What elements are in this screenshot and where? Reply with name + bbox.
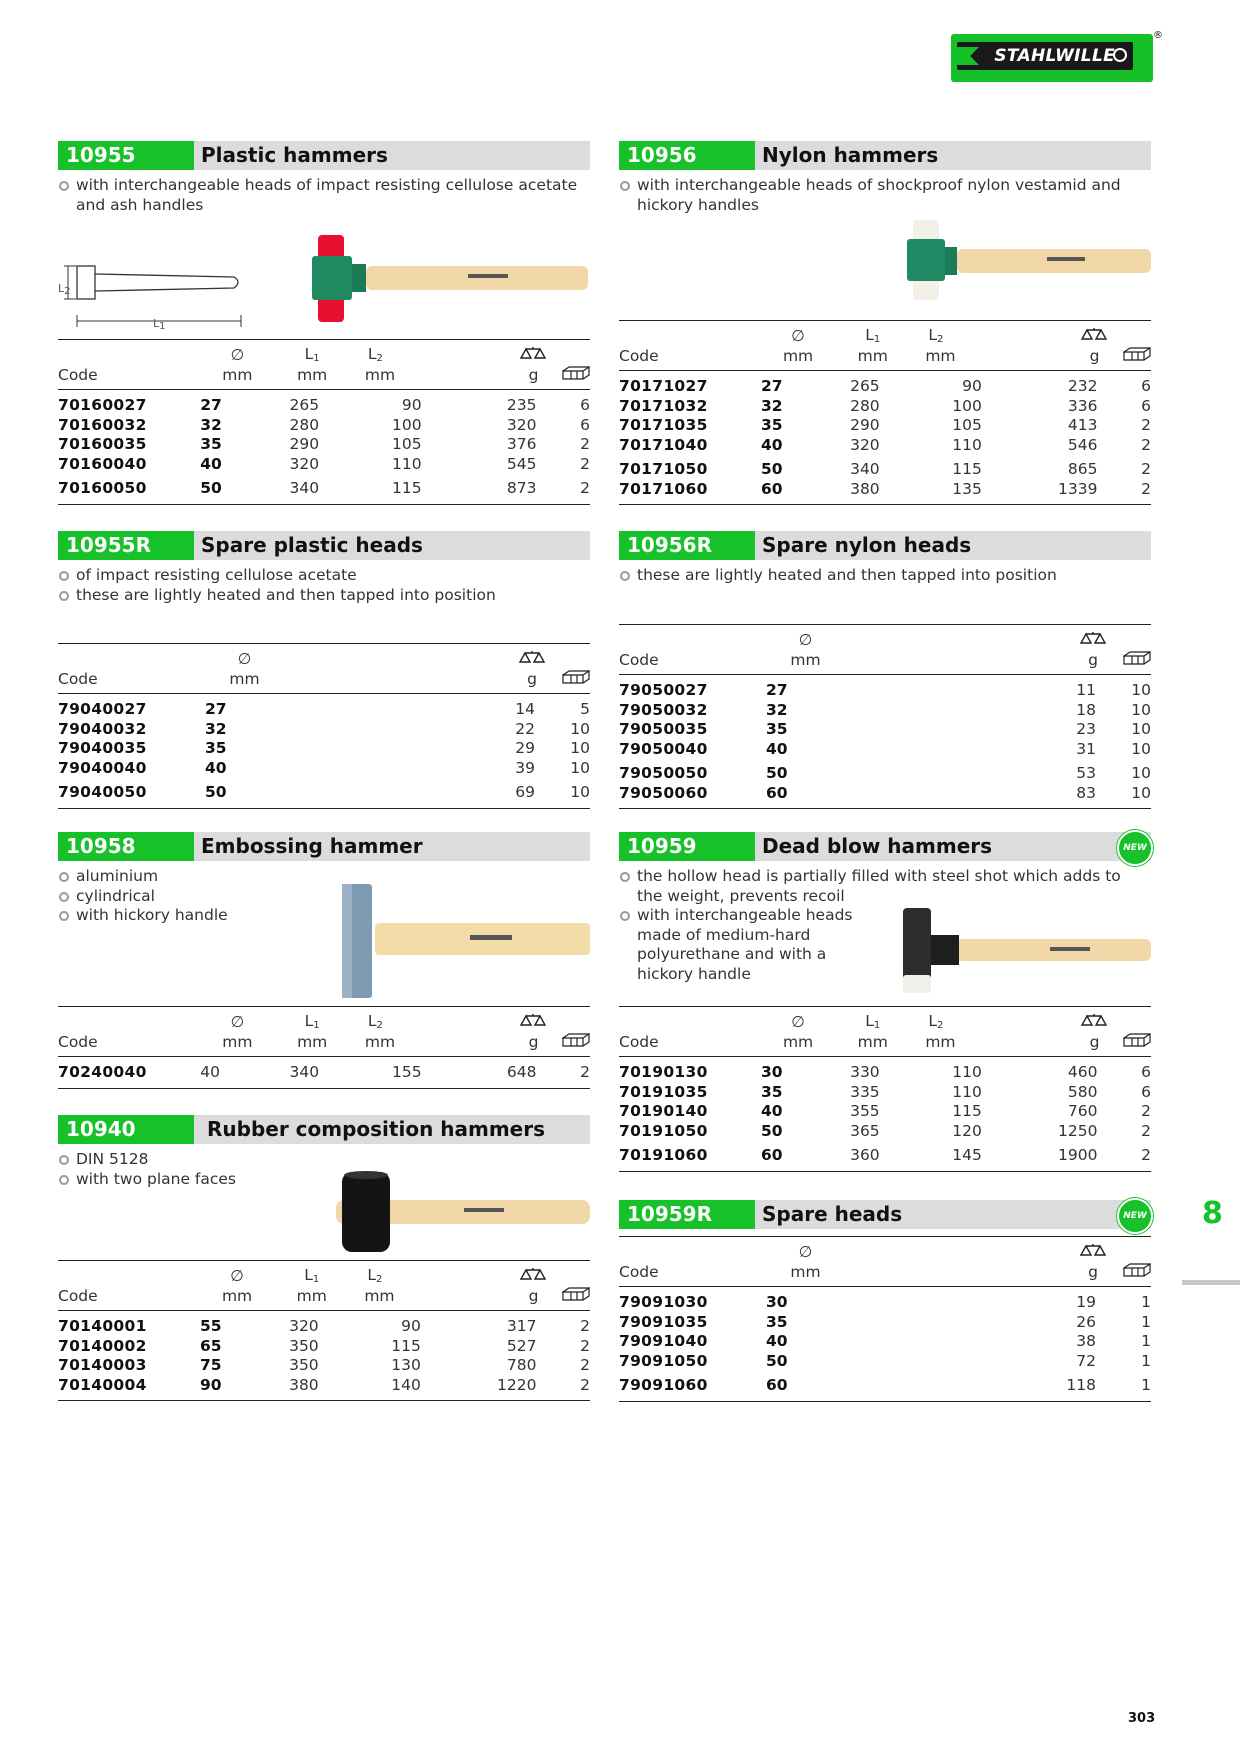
section-10959 [619,832,1151,984]
registered-mark: ® [1153,30,1163,41]
table-header-row [58,1285,590,1311]
section-title: Embossing hammer [201,834,423,858]
section-code: 10958 [58,832,194,861]
table-row: 70171060 60 380 135 1339 2 [619,479,1151,498]
table-row: 79050050 50 53 10 [619,764,1151,782]
table-header-row [58,644,590,669]
table-row: 70140001 55 320 90 317 2 [58,1317,590,1335]
package-icon [1107,1031,1151,1057]
table-row: 70160050 50 340 115 873 2 [58,479,590,497]
spec-table-10956 [619,320,1151,505]
section-header [619,531,1151,560]
section-title: Spare nylon heads [762,533,972,557]
section-header [619,141,1151,170]
bullet-icon [59,872,69,882]
section-header [58,531,590,560]
table-row: 70191060 60 360 145 1900 2 [619,1146,1151,1164]
spec-table-10956R [619,624,1151,809]
logo-bar [957,42,1133,70]
table-row: 79091060 60 118 1 [619,1376,1151,1394]
table-row: 70191035 35 335 110 580 6 [619,1082,1151,1101]
code-header: Code [58,668,202,694]
section-10956 [619,141,1151,215]
scale-icon [474,1007,547,1032]
section-10959R [619,1200,1151,1229]
feature-item: these are lightly heated and then tapped into position [619,566,1151,586]
section-title: Dead blow hammers [762,834,993,858]
l2-header: $L_2$ [928,326,944,345]
nylon-hammer-image [897,219,1153,301]
table-header-row [619,625,1151,650]
bullet-icon [59,911,69,921]
section-10958 [58,832,590,926]
section-header [619,832,1151,861]
new-badge: NEW [1117,1198,1153,1234]
table-row: 70140002 65 350 115 527 2 [58,1336,590,1355]
table-header-row [619,345,1151,371]
table-row: 70140004 90 380 140 1220 2 [58,1375,590,1394]
l1-header: $L_1$ [865,326,881,345]
section-code: 10940 [58,1115,194,1144]
code-header: Code [58,1031,197,1057]
mm-header: mm [277,364,346,390]
table-row: 79040032 32 22 10 [58,719,590,738]
bullet-icon [59,181,69,191]
table-header-row [58,668,590,694]
table-row: 79091040 40 38 1 [619,1332,1151,1350]
feature-item: cylindrical [58,887,590,907]
feature-list [58,176,590,215]
table-row: 70171050 50 340 115 865 2 [619,460,1151,478]
scale-icon [1034,321,1108,346]
dim-label-l1: L1 [153,317,166,332]
code-header: Code [58,1285,197,1311]
mm-header: mm [907,1031,1034,1057]
feature-item: DIN 5128 [58,1150,590,1170]
diameter-icon: ∅ [798,631,813,649]
g-header: g [1030,1261,1106,1287]
chapter-tab-bar [1182,1280,1240,1285]
table-row: 70160040 40 320 110 545 2 [58,454,590,473]
stahlwille-logo [951,30,1163,82]
section-code: 10955R [58,531,194,560]
bullet-icon [59,892,69,902]
table-row: 70240040 40 340 155 648 2 [58,1063,590,1081]
diameter-icon: ∅ [798,1243,813,1261]
package-icon [546,1285,590,1311]
scale-icon [473,1261,547,1286]
scale-icon [1030,625,1106,650]
table-row: 79040027 27 14 5 [58,700,590,718]
feature-list [619,176,1151,215]
table-row: 70171027 27 265 90 232 6 [619,377,1151,395]
section-code: 10956R [619,531,755,560]
section-title: Spare plastic heads [201,533,423,557]
feature-item: the hollow head is partially filled with steel shot which adds to the weight, prevents recoil [619,867,1151,906]
table-header-row [619,649,1151,675]
table-row: 70171032 32 280 100 336 6 [619,396,1151,415]
feature-item: with interchangeable heads made of medium-hard polyurethane and with a hickory handle [619,906,887,984]
table-row: 70171035 35 290 105 413 2 [619,416,1151,434]
spec-table-10959 [619,1006,1151,1172]
mm-header: mm [907,345,1034,371]
gear-icon [1113,48,1127,62]
code-header: Code [619,345,758,371]
table-row: 70191050 50 365 120 1250 2 [619,1121,1151,1140]
embossing-hammer-image [340,883,592,999]
diameter-icon: ∅ [230,1267,244,1285]
bullet-icon [620,571,630,581]
g-header: g [473,1285,547,1311]
table-row: 79040035 35 29 10 [58,739,590,757]
plastic-hammer-image [298,234,590,324]
bullet-icon [620,872,630,882]
mm-header: mm [347,364,474,390]
code-header: Code [58,364,197,390]
mm-header: mm [197,1285,277,1311]
section-code: 10959R [619,1200,755,1229]
package-icon [545,668,590,694]
chapter-number: 8 [1202,1196,1223,1231]
section-header [58,1115,590,1144]
table-header-row [619,321,1151,346]
table-row: 70171040 40 320 110 546 2 [619,435,1151,454]
code-header: Code [619,649,763,675]
package-icon [1106,1261,1151,1287]
table-row: 79050032 32 18 10 [619,700,1151,719]
scale-icon [1034,1007,1108,1032]
package-icon [1107,345,1151,371]
table-row: 79050035 35 23 10 [619,720,1151,738]
section-title: Spare heads [762,1202,903,1226]
bullet-icon [59,591,69,601]
l1-header: $L_1$ [304,345,320,364]
table-row: 79050060 60 83 10 [619,783,1151,802]
rubber-hammer-image [334,1171,592,1253]
section-10955R [58,531,590,605]
bullet-icon [59,1175,69,1185]
code-header: Code [619,1261,763,1287]
table-header-row [619,1261,1151,1287]
mm-header: mm [758,1031,838,1057]
l2-header: $L_2$ [367,345,383,364]
diameter-icon: ∅ [230,1013,245,1031]
section-10956R [619,531,1151,586]
scale-icon [474,340,547,365]
table-row: 70190140 40 355 115 760 2 [619,1102,1151,1120]
mm-header: mm [346,1285,473,1311]
bullet-icon [620,911,630,921]
mm-header: mm [202,668,287,694]
package-icon [546,364,590,390]
l1-header: $L_1$ [304,1266,320,1285]
brand-name: STAHLWILLE [994,46,1115,66]
spec-table-10940 [58,1260,590,1401]
mm-header: mm [758,345,838,371]
scale-icon [469,644,545,669]
table-row: 79091035 35 26 1 [619,1312,1151,1331]
table-row: 70160027 27 265 90 235 6 [58,396,590,414]
table-row: 79050040 40 31 10 [619,739,1151,758]
mm-header: mm [347,1031,474,1057]
table-header-row [619,1007,1151,1032]
l1-header: $L_1$ [304,1012,320,1031]
l2-header: $L_2$ [367,1012,383,1031]
table-header-row [58,340,590,365]
feature-item: with hickory handle [58,906,590,926]
section-title: Plastic hammers [201,143,388,167]
table-row: 70160035 35 290 105 376 2 [58,435,590,453]
section-header [58,832,590,861]
section-10955 [58,141,590,332]
spec-table-10955 [58,339,590,505]
page-number: 303 [1128,1711,1156,1726]
g-header: g [1034,345,1108,371]
feature-item: with interchangeable heads of impact resisting cellulose acetate and ash handles [58,176,590,215]
spec-table-10959R [619,1236,1151,1402]
g-header: g [474,1031,547,1057]
section-code: 10956 [619,141,755,170]
section-title: Rubber composition hammers [207,1117,546,1141]
table-header-row [58,1031,590,1057]
table-row: 70140003 75 350 130 780 2 [58,1356,590,1374]
feature-item: with interchangeable heads of shockproof nylon vestamid and hickory handles [619,176,1151,215]
mm-header: mm [277,1285,346,1311]
section-code: 10955 [58,141,194,170]
mm-header: mm [838,1031,907,1057]
feature-item: these are lightly heated and then tapped into position [58,586,590,606]
mm-header: mm [838,345,907,371]
mm-header: mm [763,1261,848,1287]
feature-list [58,566,590,605]
l2-header: $L_2$ [367,1266,383,1285]
g-header: g [1034,1031,1108,1057]
section-10940 [58,1115,590,1189]
feature-item: of impact resisting cellulose acetate [58,566,590,586]
g-header: g [474,364,547,390]
mm-header: mm [197,364,277,390]
table-row: 79050027 27 11 10 [619,681,1151,699]
section-title: Nylon hammers [762,143,939,167]
new-badge: NEW [1117,830,1153,866]
section-header [619,1200,1151,1229]
section-code: 10959 [619,832,755,861]
table-row: 70190130 30 330 110 460 6 [619,1063,1151,1081]
spec-table-10958 [58,1006,590,1089]
table-header-row [58,364,590,390]
mm-header: mm [277,1031,346,1057]
table-row: 79091030 30 19 1 [619,1293,1151,1311]
code-header: Code [619,1031,758,1057]
dead-blow-hammer-image [900,905,1153,997]
dim-label-l2: L2 [58,282,71,297]
l2-header: $L_2$ [928,1012,944,1031]
table-header-row [619,1237,1151,1262]
g-header: g [1030,649,1106,675]
table-header-row [58,1261,590,1286]
diameter-icon: ∅ [791,327,805,345]
section-header [58,141,590,170]
mm-header: mm [197,1031,277,1057]
spec-table-10955R [58,643,590,809]
g-header: g [469,668,545,694]
wrench-claw-icon [957,47,979,65]
l1-header: $L_1$ [865,1012,881,1031]
bullet-icon [59,571,69,581]
bullet-icon [620,181,630,191]
table-row: 70160032 32 280 100 320 6 [58,415,590,434]
bullet-icon [59,1155,69,1165]
package-icon [546,1031,590,1057]
table-header-row [58,1007,590,1032]
table-header-row [619,1031,1151,1057]
feature-list [619,566,1151,586]
feature-item: aluminium [58,867,590,887]
table-row: 79040050 50 69 10 [58,783,590,801]
diameter-icon: ∅ [230,346,245,364]
mm-header: mm [763,649,848,675]
diameter-icon: ∅ [791,1013,805,1031]
diameter-icon: ∅ [237,650,252,668]
package-icon [1106,649,1151,675]
table-row: 79091050 50 72 1 [619,1351,1151,1370]
feature-item: with two plane faces [58,1170,590,1190]
table-row: 79040040 40 39 10 [58,758,590,777]
scale-icon [1030,1237,1106,1262]
